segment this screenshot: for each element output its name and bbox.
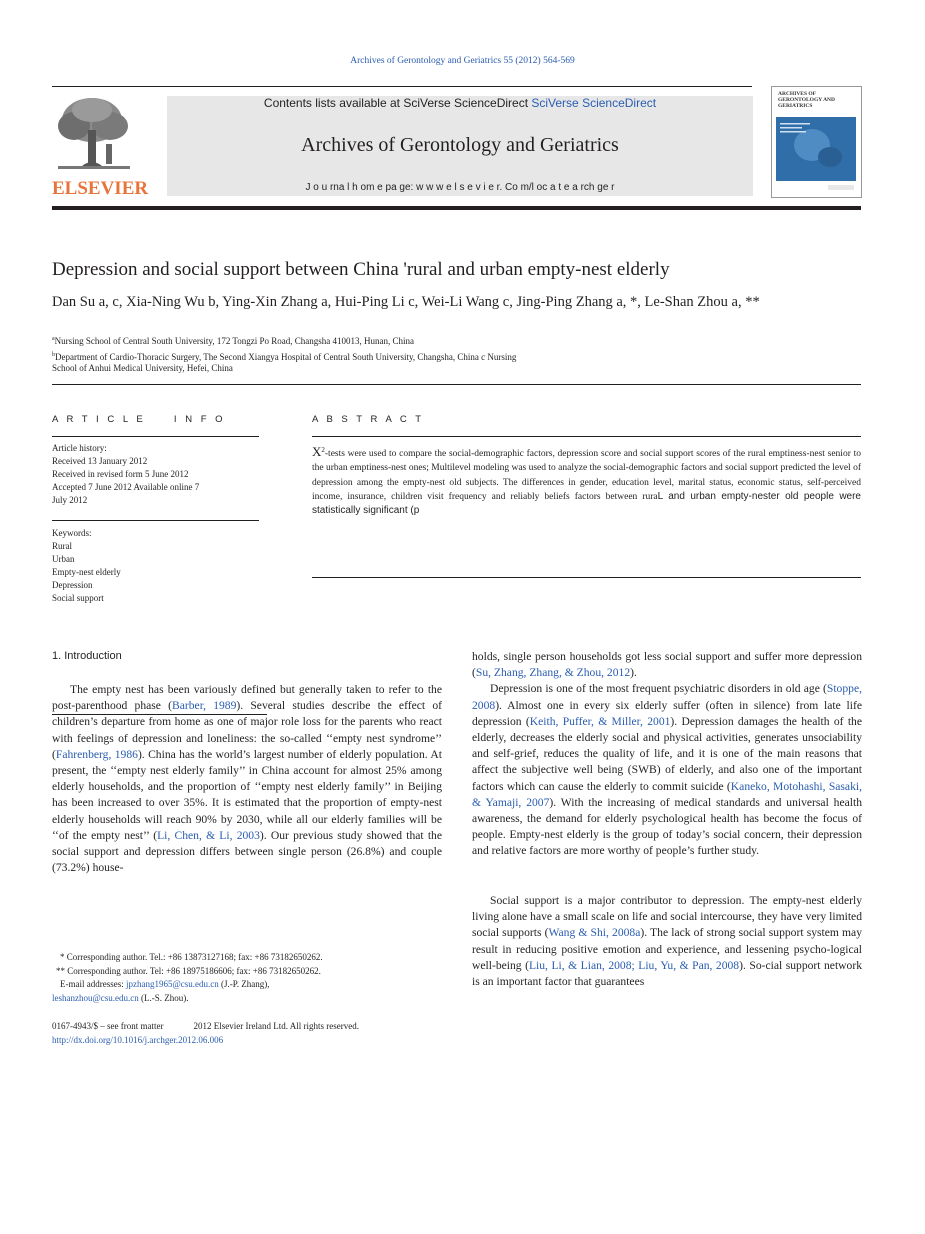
text-run: ). So-cial support network is an important factor that guarantees (472, 958, 862, 989)
text-run: ). (630, 666, 637, 680)
affiliation-a (52, 333, 652, 348)
affiliation-text: Department of Cardio-Thoracic Surgery, The Second Xiangya Hospital of Central South University, Changsha, China c Nursing (55, 352, 517, 362)
citation-link[interactable]: Barber, 1989 (172, 699, 237, 713)
text-run: The empty nest has been variously defined but generally taken to refer to the post-parenthood phase ( (52, 683, 442, 713)
article-info-divider (52, 436, 259, 437)
text-run: Social support is a major contributor to depression. The empty-nest elderly living alone have a small scale on life and social intercourse, they have very limited social supports ( (472, 894, 862, 940)
copyright-line (52, 1019, 442, 1033)
keyword: Urban (52, 554, 75, 564)
text-run: ). Almost one in every six elderly suffer (often in silence) from late life depression ( (472, 698, 862, 728)
abstract-tail: L and urban empty-nester old people were statistically significant (p (312, 490, 861, 516)
corresponding-author-2: ** Corresponding author. Tel: +86 18975186606; fax: +86 73182650262. (56, 965, 321, 976)
title-divider (52, 384, 861, 385)
issn: 0167-4943/$ – see front matter (52, 1021, 164, 1031)
article-info-heading: A R T I C L E I N F O (52, 414, 226, 425)
keywords-divider (52, 520, 259, 521)
email-owner: (L.-S. Zhou). (138, 992, 189, 1003)
online-date: July 2012 (52, 495, 88, 505)
citation-link[interactable]: Fahrenberg, 1986 (55, 747, 138, 761)
email-line (52, 992, 442, 1006)
text-underline-mark (52, 714, 267, 715)
citation-link[interactable]: Keith, Puffer, & Miller, 2001 (529, 714, 671, 728)
text-run: ). China has the world’s largest number of elderly population. At present, the ‘‘empty nest elderly family’’ in China account for almost 25% among elderly households, and the proportion of ‘‘empty nest elderly family’’ in Beijing has been increased to over 35%. It is estimated that the proportion of empty-nest elderly households will reach 90% by 2030, while all our elderly families will be ‘‘of the empty nest’’ ( (52, 747, 442, 842)
journal-title: Archives of Gerontology and Geriatrics (301, 134, 619, 156)
journal-reference[interactable]: Archives of Gerontology and Geriatrics 55 (2012) 564-569 (350, 56, 575, 66)
sciencedirect-link[interactable]: SciVerse ScienceDirect (531, 96, 657, 110)
contents-prefix: Contents lists available at SciVerse ScienceDirect (263, 96, 529, 110)
abstract-x-superscript: 2 (321, 446, 325, 454)
email-link[interactable]: jpzhang1965@csu.edu.cn (125, 979, 219, 989)
paragraph (472, 649, 862, 681)
journal-header-box (167, 96, 753, 196)
email-label: E-mail addresses: (60, 979, 126, 989)
corresponding-author-1: * Corresponding author. Tel.: +86 13873127168; fax: +86 73182650262. (60, 952, 323, 962)
doi-link[interactable]: http://dx.doi.org/10.1016/j.archger.2012.06.006 (52, 1035, 224, 1045)
text-run: ). Our previous study showed that the social support and depression differs between single person (26.8%) and couple (73.2%) house- (52, 828, 443, 875)
affiliation-c: School of Anhui Medical University, Hefei, China (52, 363, 233, 373)
article-history (52, 442, 257, 507)
footnotes (52, 951, 442, 1005)
email-line (52, 978, 442, 992)
cover-artwork-icon (772, 87, 861, 197)
publisher-wordmark: ELSEVIER (52, 178, 149, 199)
email-owner: (J.-P. Zhang), (218, 979, 270, 989)
citation-link[interactable]: Liu, Li, & Lian, 2008; Liu, Yu, & Pan, 2008 (528, 958, 740, 972)
body-column-left (52, 682, 442, 876)
journal-cover-image (771, 86, 862, 198)
email-link[interactable]: leshanzhou@csu.edu.cn (52, 992, 139, 1003)
abstract-divider (312, 436, 861, 437)
text-run: ). With the increasing of medical standards and universal health awareness, the demand for elderly psychological health has become the focus of people. Empty-nest elderly is the group of today’s social concern, their depression and relative factors are more worthy of people’s further study. (472, 795, 862, 858)
citation-link[interactable]: Su, Zhang, Zhang, & Zhou, 2012 (475, 666, 631, 680)
keyword: Social support (52, 593, 104, 603)
revised-date: Received in revised form 5 June 2012 (52, 469, 189, 479)
elsevier-logo (52, 92, 148, 200)
affiliation-marker: a (52, 336, 55, 342)
text-run: ). The lack of strong social support system may result in reducing positive emotion and experience, and lessening psycho-logical well-being ( (472, 926, 862, 972)
header-divider (52, 206, 861, 210)
citation-link[interactable]: Stoppe, 2008 (472, 682, 862, 712)
body-column-right (472, 649, 862, 860)
abstract-x-letter: X (312, 444, 322, 460)
citation-link[interactable]: Kaneko, Motohashi, Sasaki, & Yamaji, 2007 (472, 779, 862, 809)
text-run: ). Several studies describe the effect of children’s departure from home as one of major role loss for the parents who react with feelings of depression and loneliness: the so-called ‘‘empty nest syndrome’’ ( (52, 699, 442, 761)
journal-homepage[interactable]: J o u rna l h om e pa ge: w w w e l s e v i e r. Co m/l oc a t e a rch ge r (305, 182, 615, 193)
citation-link[interactable]: Li, Chen, & Li, 2003 (157, 828, 260, 842)
article-title: Depression and social support between China 'rural and urban empty-nest elderly (52, 259, 670, 280)
author-list: Dan Su a, c, Xia-Ning Wu b, Ying-Xin Zhang a, Hui-Ping Li c, Wei-Li Wang c, Jing-Ping Zhang a, *, Le-Shan Zhou a, ** (52, 294, 760, 310)
affiliation-text: Nursing School of Central South University, 172 Tongzi Po Road, Changsha 410013, Hunan, China (54, 336, 415, 346)
abstract-end-divider (312, 577, 861, 578)
keyword: Empty-nest elderly (52, 567, 121, 577)
copyright-text: 2012 Elsevier Ireland Ltd. All rights reserved. (193, 1021, 359, 1031)
text-run: holds, single person households got less social support and suffer more depression ( (472, 650, 862, 680)
text-run: ). Depression damages the health of the elderly, decreases the elderly social and physical activities, generates unsociability and self-grief, reduces the quality of life, and it is one of the main reasons that affect the subjective well being (SWB) of elderly, and also one of the important factors which can cause the elderly to commit suicide ( (472, 714, 862, 793)
abstract-text (312, 443, 861, 518)
copyright-block (52, 1019, 442, 1047)
cover-title: ARCHIVES OF GERONTOLOGY AND GERIATRICS (778, 91, 835, 109)
abstract-heading: A B S T R A C T (312, 414, 425, 425)
keyword: Rural (52, 541, 72, 551)
keyword: Depression (52, 580, 93, 590)
text-run: Depression is one of the most frequent psychiatric disorders in old age ( (490, 682, 827, 696)
received-date: Received 13 January 2012 (52, 456, 148, 466)
contents-availability (167, 96, 753, 110)
keywords (52, 527, 257, 605)
affiliation-marker: b (52, 352, 55, 358)
accepted-date: Accepted 7 June 2012 Available online 7 (52, 482, 200, 492)
keywords-label: Keywords: (52, 528, 92, 538)
citation-link[interactable]: Wang & Shi, 2008a (548, 926, 641, 940)
history-label: Article history: (52, 443, 107, 453)
section-heading-introduction: 1. Introduction (52, 650, 122, 662)
top-divider (52, 86, 752, 87)
paragraph (472, 681, 862, 859)
paragraph (52, 682, 442, 876)
abstract-body: -tests were used to compare the social-demographic factors, depression score and social support scores of the rural emptiness-nest senior to the urban emptiness-nest ones; Multilevel modeling was used to analyze the social-demographic factors and social support predicted the level of depression among the empty-nest old subjects. The differences in gender, education level, marital status, economic status, self-perceived income, insurance, children visit frequency and reliably beliefs factors between rura (312, 449, 861, 502)
paragraph (472, 893, 862, 990)
body-column-right-continued (472, 893, 862, 990)
